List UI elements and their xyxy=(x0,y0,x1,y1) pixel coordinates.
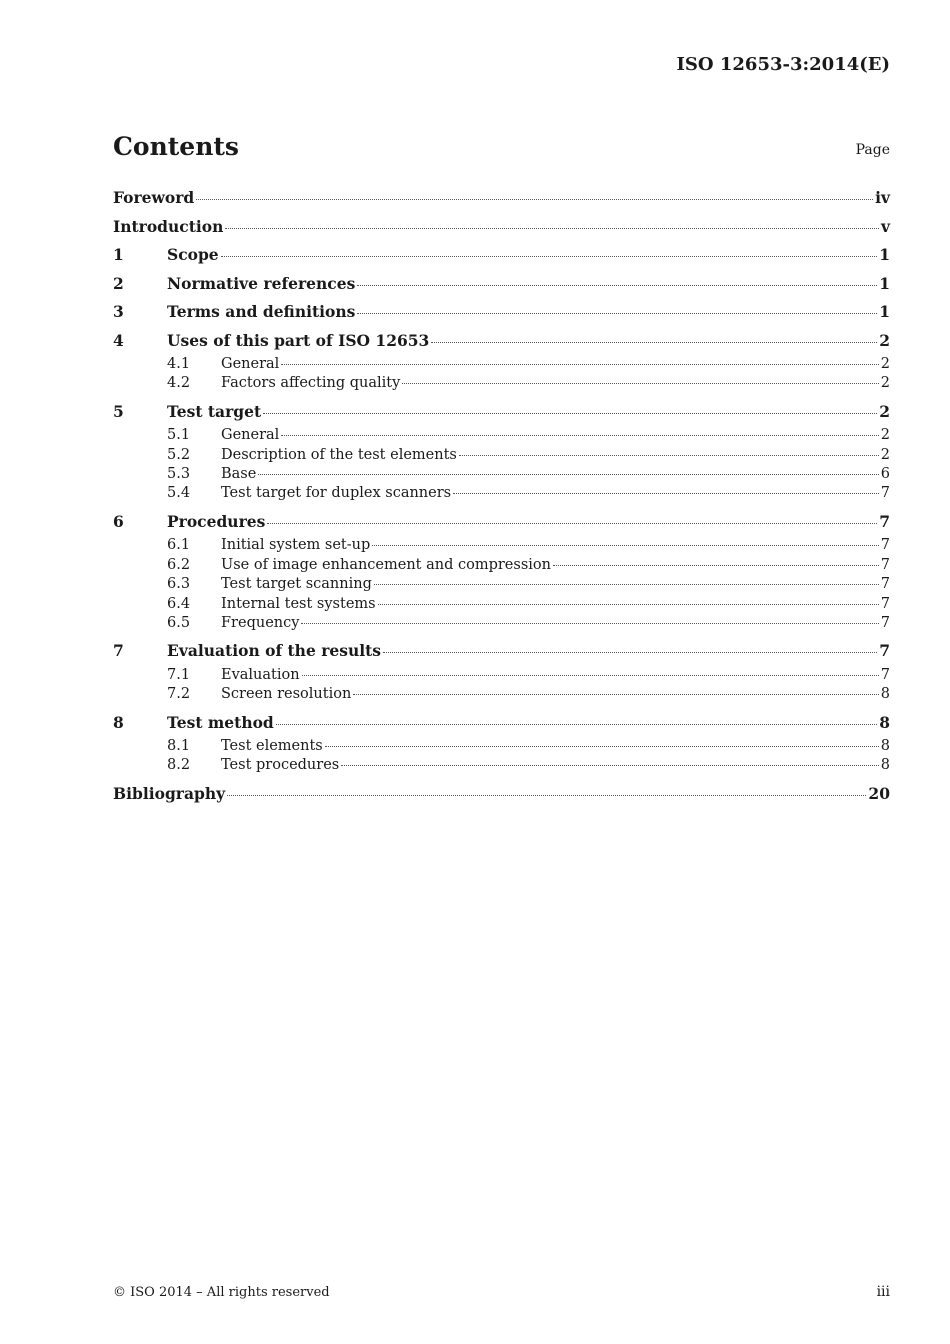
toc-entry-number: 5.4 xyxy=(167,485,191,502)
toc-entry-number: 6.3 xyxy=(167,576,191,593)
toc-entry-number: 5 xyxy=(113,401,124,421)
dot-leader xyxy=(374,583,879,585)
toc-entry-number: 2 xyxy=(113,273,124,293)
toc-entry-label: Bibliography xyxy=(113,783,226,803)
toc-entry[interactable] xyxy=(113,685,890,704)
toc-entry[interactable] xyxy=(113,595,890,614)
toc-entry-label: Normative references xyxy=(167,273,356,293)
dot-leader xyxy=(383,651,877,653)
toc-entry[interactable] xyxy=(113,484,890,503)
toc-entry-label: General xyxy=(221,356,280,372)
toc-entry-label: Factors affecting quality xyxy=(221,375,401,392)
toc-entry-number: 3 xyxy=(113,302,124,321)
dot-leader xyxy=(459,454,879,456)
toc-entry-page: 2 xyxy=(880,356,890,372)
toc-entry-number: 8 xyxy=(113,712,124,732)
copyright-notice: © ISO 2014 – All rights reserved xyxy=(113,1285,330,1300)
toc-entry[interactable] xyxy=(113,737,890,756)
page-number: iii xyxy=(876,1284,890,1300)
toc-entry-number: 7.2 xyxy=(167,686,191,703)
toc-entry-page: 8 xyxy=(879,712,890,732)
dot-leader xyxy=(357,284,877,286)
toc-entry-number: 5.1 xyxy=(167,427,191,444)
toc-entry-page: 7 xyxy=(880,595,890,612)
toc-entry-label: Test elements xyxy=(221,738,323,755)
toc-entry-label: Test target xyxy=(167,401,262,421)
toc-entry-number: 5.3 xyxy=(167,466,191,483)
toc-entry-label: Introduction xyxy=(113,216,224,236)
toc-entry-page: 7 xyxy=(880,537,890,554)
toc-entry-page: 2 xyxy=(879,330,890,350)
dot-leader xyxy=(281,434,878,436)
dot-leader xyxy=(402,382,878,384)
toc-entry-number: 7.1 xyxy=(167,666,191,683)
toc-entry-label: Internal test systems xyxy=(221,595,376,612)
toc-entry-number: 6.1 xyxy=(167,537,191,554)
dot-leader xyxy=(353,693,878,695)
toc-entry[interactable] xyxy=(113,556,890,575)
toc-entry-number: 4 xyxy=(113,330,124,350)
toc-entry[interactable] xyxy=(113,465,890,484)
dot-leader xyxy=(267,522,877,524)
toc-entry-label: Base xyxy=(221,466,257,483)
toc-entry-page: 8 xyxy=(880,686,890,703)
toc-entry-number: 6 xyxy=(113,511,124,531)
toc-entry[interactable] xyxy=(113,298,890,327)
toc-entry[interactable] xyxy=(113,184,890,213)
dot-leader xyxy=(221,255,878,257)
toc-entry-page: 7 xyxy=(880,556,890,573)
toc-entry-number: 6.5 xyxy=(167,614,191,631)
dot-leader xyxy=(227,794,866,796)
toc-entry-label: Initial system set-up xyxy=(221,537,371,554)
toc-entry-label: Test target for duplex scanners xyxy=(221,485,452,502)
toc-entry[interactable] xyxy=(113,374,890,393)
toc-entry[interactable] xyxy=(113,780,890,809)
toc-entry-page: 7 xyxy=(880,576,890,593)
toc-entry-label: Test procedures xyxy=(221,757,340,774)
toc-entry[interactable] xyxy=(113,614,890,633)
toc-entry-number: 8.2 xyxy=(167,757,191,774)
dot-leader xyxy=(302,674,879,676)
dot-leader xyxy=(225,227,879,229)
document-id: ISO 12653-3:2014(E) xyxy=(676,54,890,75)
toc-entry-page: 2 xyxy=(880,446,890,463)
toc-entry-label: Evaluation xyxy=(221,666,300,683)
toc-entry-page: 1 xyxy=(879,245,890,264)
toc-entry-label: Evaluation of the results xyxy=(167,641,382,661)
toc-entry[interactable] xyxy=(113,327,890,356)
toc-entry-number: 6.4 xyxy=(167,595,191,612)
dot-leader xyxy=(325,745,879,747)
toc-entry-label: Procedures xyxy=(167,511,266,531)
toc-entry[interactable] xyxy=(113,241,890,270)
toc-entry-label: General xyxy=(221,427,280,444)
toc-entry-page: 8 xyxy=(880,757,890,774)
page-column-label: Page xyxy=(855,142,890,158)
toc-entry[interactable] xyxy=(113,666,890,685)
toc-entry-page: 1 xyxy=(879,273,890,293)
toc-entry-number: 1 xyxy=(113,245,124,264)
toc-entry-number: 7 xyxy=(113,641,124,661)
toc-entry[interactable] xyxy=(113,709,890,738)
toc-entry-page: 7 xyxy=(880,485,890,502)
toc-entry-label: Test method xyxy=(167,712,274,732)
toc-entry-label: Terms and definitions xyxy=(167,302,356,321)
toc-title: Contents xyxy=(113,132,240,161)
toc-entry-page: v xyxy=(880,216,890,236)
toc-entry[interactable] xyxy=(113,398,890,427)
dot-leader xyxy=(196,198,873,200)
toc-entry-page: 7 xyxy=(879,641,890,661)
toc-entry[interactable] xyxy=(113,536,890,555)
toc-entry[interactable] xyxy=(113,637,890,666)
dot-leader xyxy=(553,564,879,566)
dot-leader xyxy=(281,363,878,365)
toc-entry-number: 6.2 xyxy=(167,556,191,573)
toc-entry[interactable] xyxy=(113,426,890,445)
toc-entry-page: 1 xyxy=(879,302,890,321)
dot-leader xyxy=(258,473,878,475)
toc-entry-page: 6 xyxy=(880,466,890,483)
toc-entry[interactable] xyxy=(113,270,890,299)
toc-entry-page: 7 xyxy=(880,614,890,631)
toc-entry-label: Test target scanning xyxy=(221,576,372,593)
toc-entry-page: 7 xyxy=(879,511,890,531)
dot-leader xyxy=(357,312,877,314)
toc-entry[interactable] xyxy=(113,756,890,775)
toc-entry-number: 4.1 xyxy=(167,356,191,372)
dot-leader xyxy=(431,341,877,343)
toc-entry[interactable] xyxy=(113,355,890,374)
toc-entry-label: Description of the test elements xyxy=(221,446,457,463)
toc-list xyxy=(113,184,890,808)
dot-leader xyxy=(301,622,878,624)
toc-entry[interactable] xyxy=(113,446,890,465)
dot-leader xyxy=(341,764,879,766)
dot-leader xyxy=(378,603,879,605)
toc-entry-label: Scope xyxy=(167,245,219,264)
toc-entry-label: Use of image enhancement and compression xyxy=(221,556,551,573)
toc-entry-number: 8.1 xyxy=(167,738,191,755)
toc-header xyxy=(113,132,890,166)
dot-leader xyxy=(263,412,877,414)
toc-entry-page: 7 xyxy=(880,666,890,683)
toc-entry[interactable] xyxy=(113,213,890,242)
toc-entry-label: Foreword xyxy=(113,188,195,207)
dot-leader xyxy=(453,492,879,494)
toc-entry-page: iv xyxy=(875,188,890,207)
toc-entry-label: Uses of this part of ISO 12653 xyxy=(167,330,430,350)
toc-entry-label: Screen resolution xyxy=(221,686,352,703)
toc-entry-page: 2 xyxy=(880,375,890,392)
dot-leader xyxy=(372,544,878,546)
toc-entry-page: 8 xyxy=(880,738,890,755)
toc-entry-number: 4.2 xyxy=(167,375,191,392)
toc-entry-page: 2 xyxy=(879,401,890,421)
toc-entry[interactable] xyxy=(113,508,890,537)
dot-leader xyxy=(276,723,877,725)
toc-entry-number: 5.2 xyxy=(167,446,191,463)
toc-entry-page: 20 xyxy=(868,783,890,803)
toc-entry-label: Frequency xyxy=(221,614,300,631)
toc-entry[interactable] xyxy=(113,575,890,594)
toc-entry-page: 2 xyxy=(880,427,890,444)
